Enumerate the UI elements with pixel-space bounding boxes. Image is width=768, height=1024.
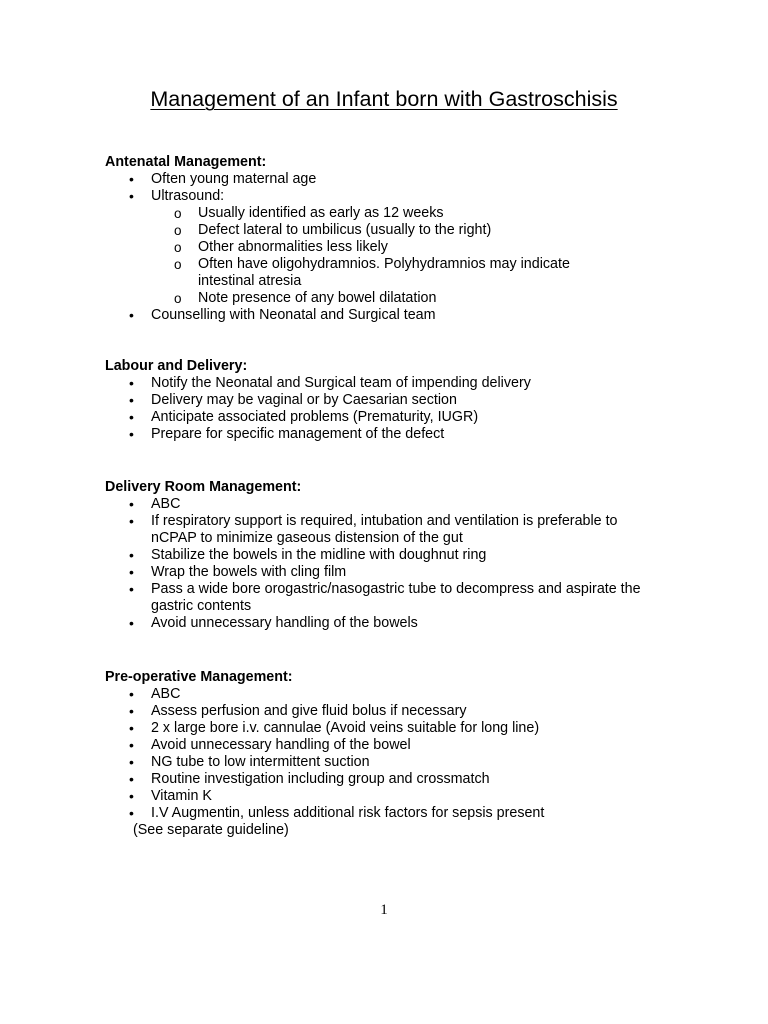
list-item: • NG tube to low intermittent suction [105, 754, 664, 771]
list-item: • Routine investigation including group and crossmatch [105, 771, 664, 788]
list-item: • I.V Augmentin, unless additional risk factors for sepsis present [105, 805, 664, 822]
list-item: • Counselling with Neonatal and Surgical team [105, 307, 664, 324]
section-antenatal-management [105, 154, 705, 324]
list-item: • Notify the Neonatal and Surgical team of impending delivery [105, 375, 664, 392]
section-labour-and-delivery [105, 358, 705, 443]
sub-list-item: o Often have oligohydramnios. Polyhydramnios may indicate intestinal atresia [151, 256, 618, 290]
list-item: • Delivery may be vaginal or by Caesarian section [105, 392, 664, 409]
list-item: • Stabilize the bowels in the midline with doughnut ring [105, 547, 664, 564]
list-item: • Avoid unnecessary handling of the bowels [105, 615, 664, 632]
list-item [105, 188, 664, 307]
section-pre-operative-management [105, 669, 705, 839]
sub-list-item: o Other abnormalities less likely [151, 239, 618, 256]
list-item: • Wrap the bowels with cling film [105, 564, 664, 581]
guideline-note: (See separate guideline) [133, 822, 289, 838]
page-title: Management of an Infant born with Gastroschisis [150, 87, 618, 111]
section-heading: Labour and Delivery: [105, 358, 248, 374]
list-item: • Pass a wide bore orogastric/nasogastric tube to decompress and aspirate the gastric contents [105, 581, 664, 615]
page-number: 1 [380, 902, 388, 918]
list-item: • ABC [105, 496, 664, 513]
list-item: • Assess perfusion and give fluid bolus if necessary [105, 703, 664, 720]
sub-list-item: o Defect lateral to umbilicus (usually to the right) [151, 222, 618, 239]
list-item: • Prepare for specific management of the defect [105, 426, 664, 443]
list-item: • 2 x large bore i.v. cannulae (Avoid veins suitable for long line) [105, 720, 664, 737]
list-item: • Vitamin K [105, 788, 664, 805]
section-heading: Antenatal Management: [105, 154, 267, 170]
sub-list-item: o Note presence of any bowel dilatation [151, 290, 618, 307]
list-item: • ABC [105, 686, 664, 703]
list-item-label: Ultrasound: [151, 188, 225, 204]
section-heading: Pre-operative Management: [105, 669, 293, 685]
list-item: • Often young maternal age [105, 171, 664, 188]
bullet-list [105, 496, 705, 632]
section-delivery-room-management [105, 479, 705, 632]
sub-list [151, 205, 664, 307]
bullet-list [105, 171, 705, 324]
bullet-list [105, 375, 705, 443]
list-item: • Anticipate associated problems (Prematurity, IUGR) [105, 409, 664, 426]
section-heading: Delivery Room Management: [105, 479, 302, 495]
list-item: • Avoid unnecessary handling of the bowel [105, 737, 664, 754]
list-item: • If respiratory support is required, intubation and ventilation is preferable to nCPAP to minimize gaseous distension of the gut [105, 513, 664, 547]
bullet-list [105, 686, 705, 822]
sub-list-item: o Usually identified as early as 12 weeks [151, 205, 618, 222]
